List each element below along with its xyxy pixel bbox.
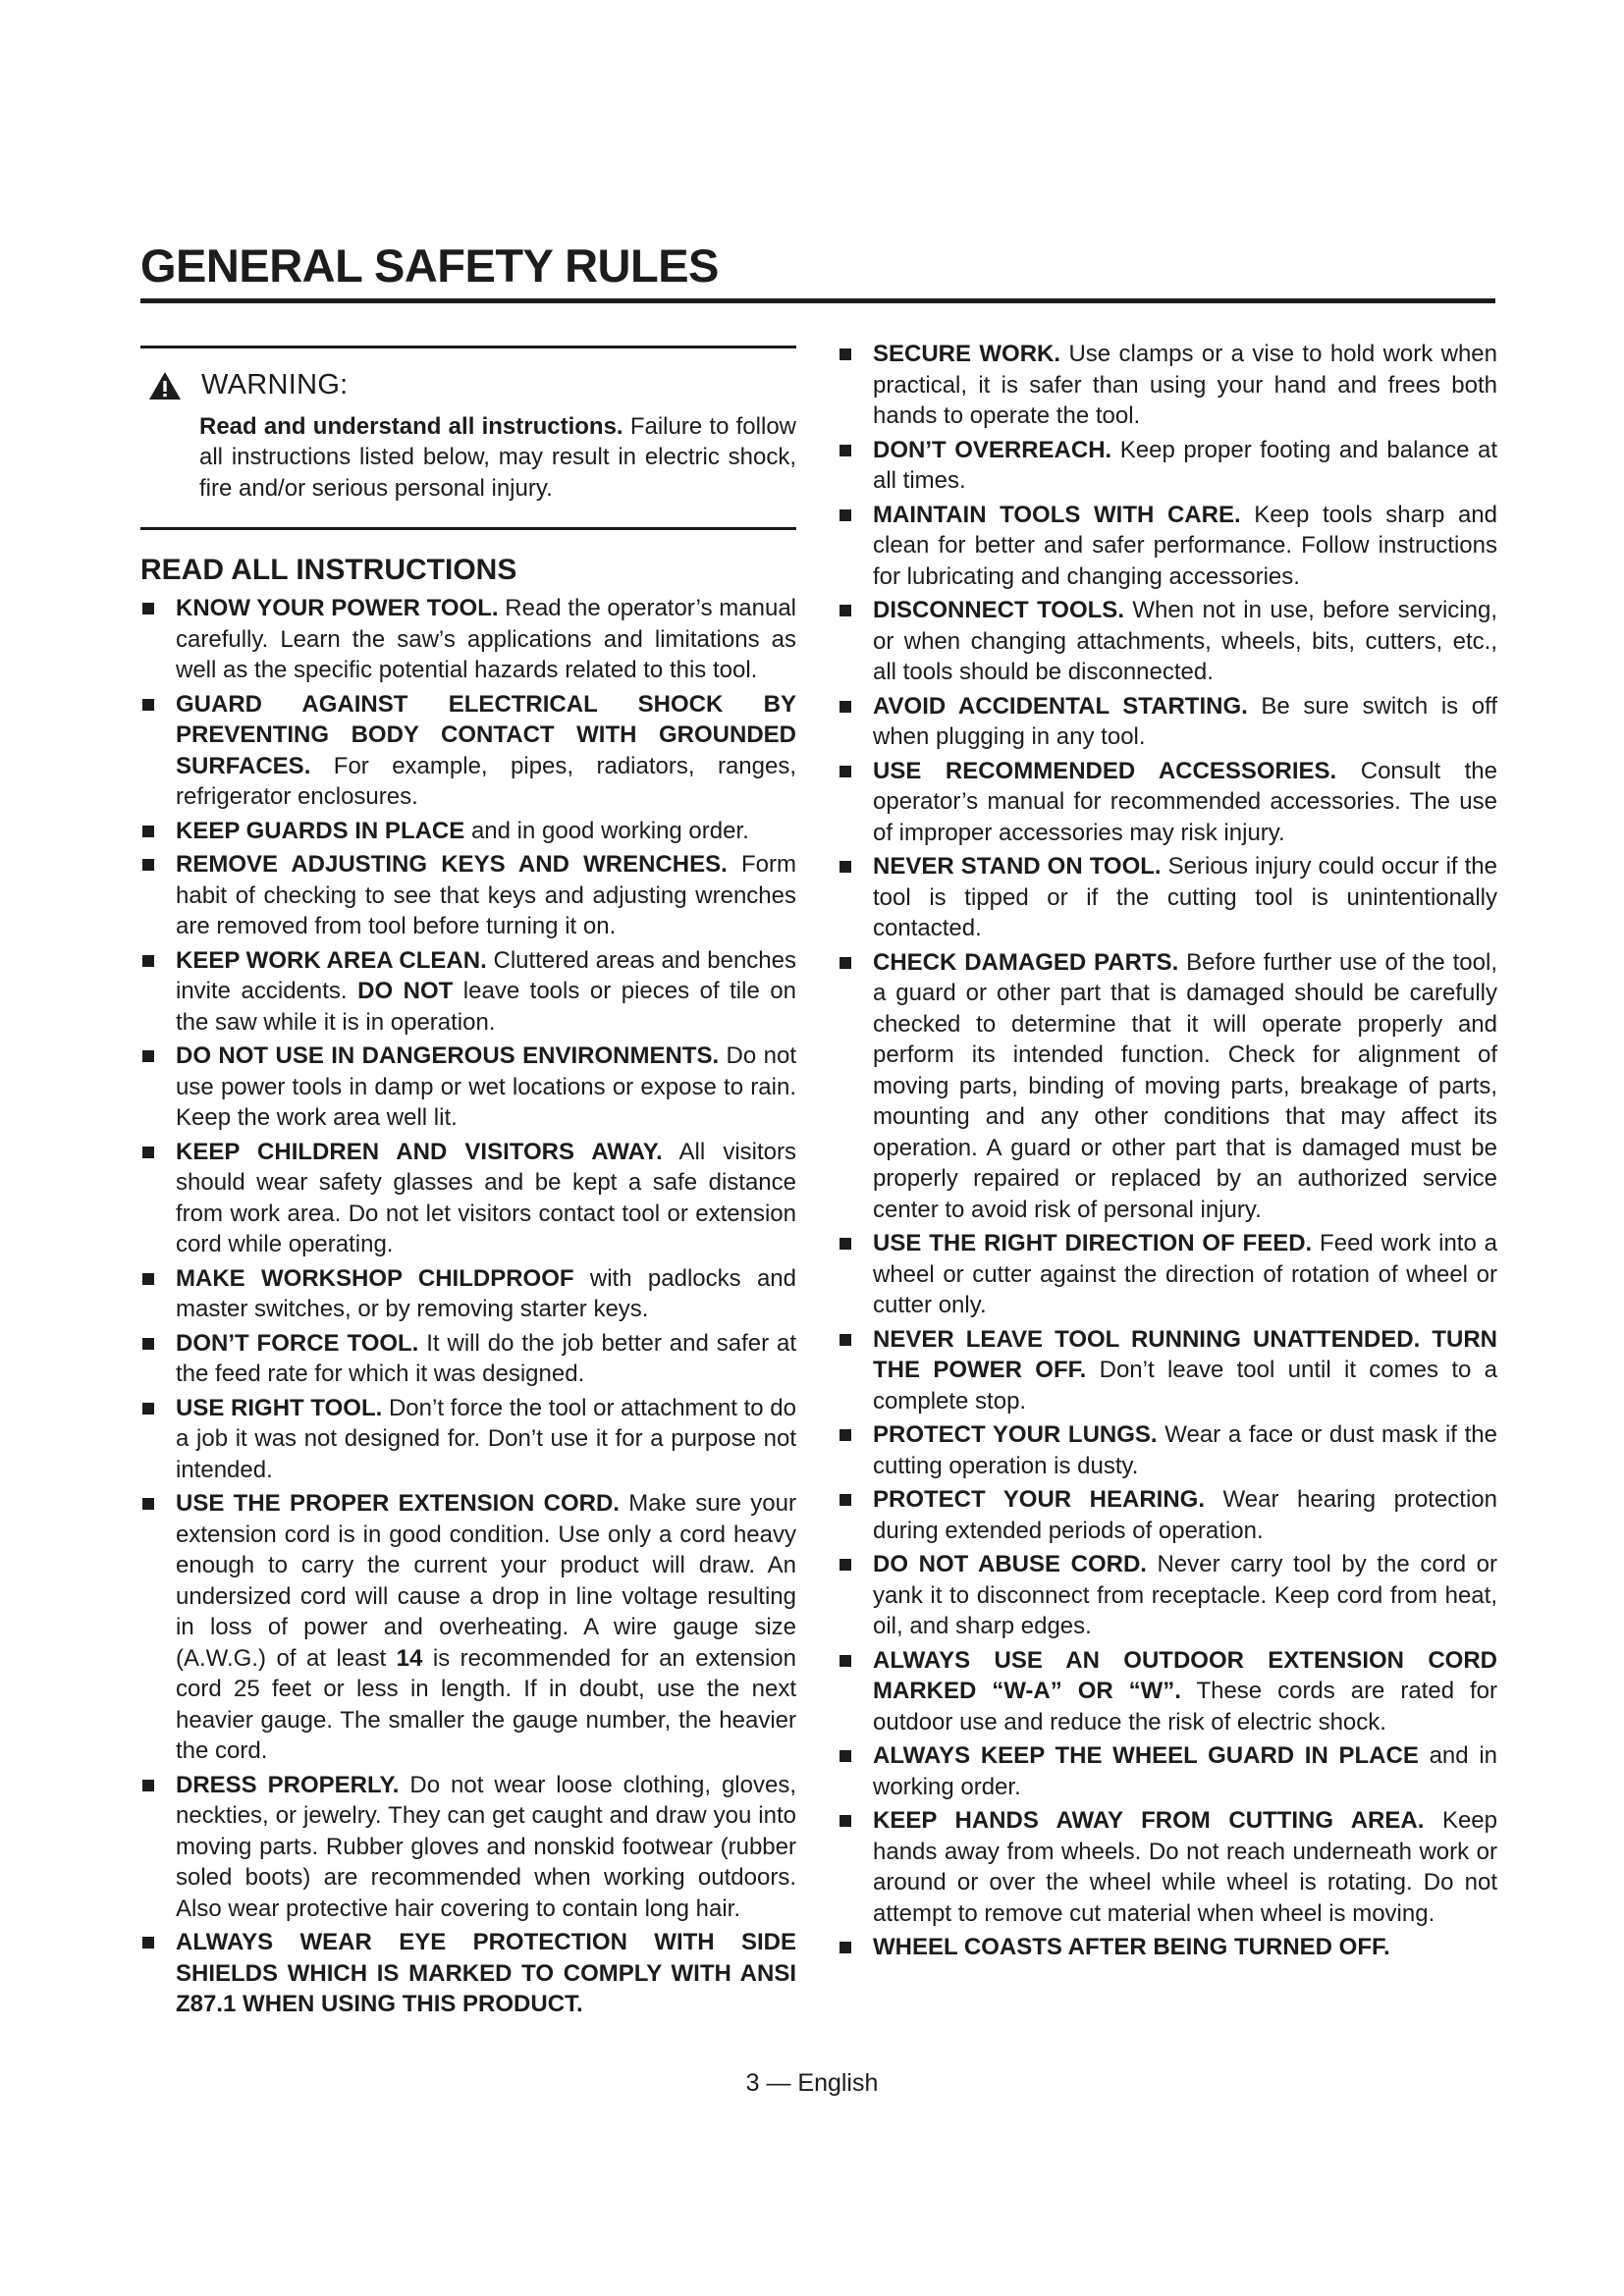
- rule-item: [140, 1041, 796, 1134]
- square-bullet-icon: [142, 1937, 154, 1949]
- square-bullet-icon: [142, 826, 154, 837]
- rule-item: [140, 1488, 796, 1767]
- rule-title: PROTECT YOUR HEARING.: [873, 1486, 1205, 1513]
- square-bullet-icon: [839, 1334, 851, 1346]
- rule-title: DO NOT ABUSE CORD.: [873, 1551, 1147, 1577]
- rule-item: [838, 1805, 1497, 1929]
- left-column: [140, 339, 796, 2023]
- rule-text: Keep hands away from wheels. Do not reach underneath work or around or over the wheel while wheel is rotating. Do not attempt to remove cut material when wheel is moving.: [873, 1807, 1497, 1927]
- rule-emphasis: DO NOT: [357, 978, 454, 1004]
- right-column: [838, 339, 1497, 1966]
- rule-title: DRESS PROPERLY.: [176, 1771, 400, 1798]
- rule-item: [838, 1228, 1497, 1321]
- square-bullet-icon: [839, 509, 851, 521]
- square-bullet-icon: [839, 1815, 851, 1827]
- rule-title: USE RIGHT TOOL.: [176, 1394, 383, 1421]
- square-bullet-icon: [839, 766, 851, 777]
- rule-text: When not in use, before servicing, or when changing attachments, wheels, bits, cutters, etc., all tools should be disconnected.: [873, 597, 1497, 685]
- rule-item: [838, 500, 1497, 593]
- square-bullet-icon: [839, 348, 851, 360]
- warning-body: [140, 411, 796, 505]
- rule-item: [838, 595, 1497, 688]
- rule-text: It will do the job better and safer at the feed rate for which it was designed.: [176, 1329, 797, 1387]
- square-bullet-icon: [839, 1494, 851, 1506]
- rule-title: DISCONNECT TOOLS.: [873, 597, 1124, 623]
- rule-text: Read the operator’s manual carefully. Learn the saw’s applications and limitations as well as the specific potential hazards related to this tool.: [176, 595, 797, 683]
- rule-title: KEEP GUARDS IN PLACE: [176, 817, 465, 844]
- square-bullet-icon: [839, 1559, 851, 1571]
- rule-item: [838, 1932, 1497, 1963]
- rule-text: Serious injury could occur if the tool is tipped or if the cutting tool is unintentionally contacted.: [873, 853, 1497, 941]
- warning-header: [148, 370, 796, 401]
- square-bullet-icon: [839, 445, 851, 456]
- rule-text: with padlocks and master switches, or by removing starter keys.: [176, 1264, 796, 1322]
- rule-text: Be sure switch is off when plugging in any tool.: [873, 692, 1497, 750]
- rule-text: is recommended for an extension cord 25 feet or less in length. If in doubt, use the next heavier gauge. The smaller the gauge number, the heavier the cord.: [176, 1644, 796, 1764]
- rule-title: WHEEL COASTS AFTER BEING TURNED OFF.: [873, 1934, 1390, 1960]
- rule-item: [140, 593, 796, 686]
- square-bullet-icon: [142, 1273, 154, 1285]
- rule-title: KEEP CHILDREN AND VISITORS AWAY.: [176, 1138, 663, 1165]
- rule-text: Cluttered areas and benches invite accidents.: [176, 946, 796, 1004]
- rule-item: [838, 435, 1497, 497]
- warning-box: [140, 346, 796, 530]
- rule-title: ALWAYS WEAR EYE PROTECTION WITH SIDE SHIELDS WHICH IS MARKED TO COMPLY WITH ANSI Z87.1 WHEN USING THIS PRODUCT.: [176, 1929, 796, 2017]
- rule-title: DON’T FORCE TOOL.: [176, 1329, 419, 1357]
- square-bullet-icon: [839, 861, 851, 873]
- rule-item: [838, 851, 1497, 944]
- square-bullet-icon: [839, 957, 851, 969]
- rule-text: Keep proper footing and balance at all times.: [873, 436, 1497, 494]
- rule-title: KEEP WORK AREA CLEAN.: [176, 946, 487, 974]
- rule-item: [140, 849, 796, 942]
- rule-text: Wear a face or dust mask if the cutting operation is dusty.: [873, 1421, 1497, 1479]
- rule-text: Wear hearing protection during extended periods of operation.: [873, 1486, 1497, 1544]
- square-bullet-icon: [142, 1403, 154, 1415]
- square-bullet-icon: [839, 1655, 851, 1667]
- rule-text: Consult the operator’s manual for recommended accessories. The use of improper accessories may risk injury.: [873, 757, 1498, 846]
- rule-item: [140, 816, 796, 847]
- right-rule-list: [838, 339, 1497, 1963]
- square-bullet-icon: [142, 1147, 154, 1158]
- square-bullet-icon: [142, 699, 154, 711]
- warning-label: WARNING:: [201, 369, 349, 400]
- rule-title: CHECK DAMAGED PARTS.: [873, 948, 1179, 976]
- rule-item: [838, 1549, 1497, 1642]
- rule-text: Do not use power tools in damp or wet locations or expose to rain. Keep the work area well lit.: [176, 1042, 796, 1131]
- rule-text: Keep tools sharp and clean for better and safer performance. Follow instructions for lubricating and changing accessories.: [873, 501, 1497, 590]
- rule-title: MAINTAIN TOOLS WITH CARE.: [873, 501, 1241, 528]
- rule-title: PROTECT YOUR LUNGS.: [873, 1421, 1158, 1448]
- rule-item: [140, 1137, 796, 1260]
- square-bullet-icon: [142, 603, 154, 614]
- rule-text: and in good working order.: [464, 817, 749, 844]
- warning-triangle-icon: [148, 371, 182, 400]
- rule-item: [140, 1393, 796, 1486]
- square-bullet-icon: [142, 1498, 154, 1510]
- rule-text: and in working order.: [873, 1742, 1497, 1800]
- title-rule: [140, 298, 1495, 303]
- rule-item: [140, 689, 796, 813]
- rule-item: [838, 947, 1497, 1226]
- rule-title: MAKE WORKSHOP CHILDPROOF: [176, 1264, 574, 1292]
- warning-lead: Read and understand all instructions.: [199, 412, 623, 440]
- rule-title: KEEP HANDS AWAY FROM CUTTING AREA.: [873, 1807, 1425, 1834]
- rule-text: Feed work into a wheel or cutter against the direction of rotation of wheel or cutter only.: [873, 1230, 1497, 1318]
- rule-text: Use clamps or a vise to hold work when practical, it is safer than using your hand and frees both hands to operate the tool.: [873, 341, 1498, 429]
- rule-item: [838, 691, 1497, 753]
- rule-text: Make sure your extension cord is in good condition. Use only a cord heavy enough to carry the current your product will draw. An undersized cord will cause a drop in line voltage resulting in loss of power and overheating. A wire gauge size (A.W.G.) of at least: [176, 1490, 796, 1672]
- square-bullet-icon: [839, 1750, 851, 1762]
- rule-title: USE THE PROPER EXTENSION CORD.: [176, 1490, 620, 1517]
- rule-text: Don’t leave tool until it comes to a complete stop.: [873, 1357, 1497, 1415]
- warning-text: Failure to follow all instructions listed below, may result in electric shock, fire and/or serious personal injury.: [199, 412, 796, 502]
- rule-text: leave tools or pieces of tile on the saw while it is in operation.: [176, 978, 797, 1036]
- rule-item: [838, 1419, 1497, 1481]
- rule-item: [838, 756, 1497, 849]
- rule-title: DON’T OVERREACH.: [873, 436, 1112, 463]
- rule-title: USE RECOMMENDED ACCESSORIES.: [873, 757, 1337, 784]
- square-bullet-icon: [142, 859, 154, 871]
- rule-item: [140, 1927, 796, 2020]
- square-bullet-icon: [839, 1942, 851, 1953]
- rule-title: GUARD AGAINST ELECTRICAL SHOCK BY PREVENTING BODY CONTACT WITH GROUNDED SURFACES.: [176, 690, 796, 779]
- rule-text: Don’t force the tool or attachment to do a job it was not designed for. Don’t use it for a purpose not intended.: [176, 1394, 797, 1483]
- rule-title: SECURE WORK.: [873, 341, 1061, 367]
- rule-text: Form habit of checking to see that keys and adjusting wrenches are removed from tool before turning it on.: [176, 851, 797, 939]
- square-bullet-icon: [142, 1338, 154, 1350]
- rule-text: All visitors should wear safety glasses and be kept a safe distance from work area. Do not let visitors contact tool or extension cord while operating.: [176, 1138, 796, 1257]
- square-bullet-icon: [142, 955, 154, 967]
- square-bullet-icon: [142, 1780, 154, 1791]
- rule-title: USE THE RIGHT DIRECTION OF FEED.: [873, 1230, 1313, 1256]
- square-bullet-icon: [142, 1050, 154, 1062]
- rule-item: [838, 1740, 1497, 1802]
- rule-item: [140, 1770, 796, 1925]
- square-bullet-icon: [839, 1238, 851, 1250]
- rule-title: ALWAYS KEEP THE WHEEL GUARD IN PLACE: [873, 1742, 1419, 1769]
- page-title: GENERAL SAFETY RULES: [140, 240, 719, 292]
- rule-item: [140, 1263, 796, 1325]
- rule-item: [838, 1324, 1497, 1417]
- section-heading: READ ALL INSTRUCTIONS: [140, 554, 517, 586]
- rule-item: [140, 945, 796, 1039]
- square-bullet-icon: [839, 605, 851, 616]
- rule-title: AVOID ACCIDENTAL STARTING.: [873, 692, 1248, 720]
- rule-item: [838, 1484, 1497, 1546]
- rule-item: [838, 339, 1497, 432]
- rule-title: KNOW YOUR POWER TOOL.: [176, 595, 499, 621]
- rule-item: [140, 1328, 796, 1390]
- rule-text: Before further use of the tool, a guard or other part that is damaged should be carefully checked to determine that it will operate properly and perform its intended function. Check for alignment of moving parts, binding of moving parts, breakage of parts, mounting and any other conditions that may affect its operation. A guard or other part that is damaged must be properly repaired or replaced by an authorized service center to avoid risk of personal injury.: [873, 948, 1497, 1223]
- rule-text: These cords are rated for outdoor use and reduce the risk of electric shock.: [873, 1678, 1497, 1735]
- rule-title: ALWAYS USE AN OUTDOOR EXTENSION CORD MARKED “W-A” OR “W”.: [873, 1646, 1497, 1704]
- rule-item: [838, 1645, 1497, 1738]
- square-bullet-icon: [839, 701, 851, 713]
- rule-title: NEVER LEAVE TOOL RUNNING UNATTENDED. TURN THE POWER OFF.: [873, 1325, 1497, 1383]
- rule-title: REMOVE ADJUSTING KEYS AND WRENCHES.: [176, 851, 728, 878]
- rule-text: Never carry tool by the cord or yank it to disconnect from receptacle. Keep cord from heat, oil, and sharp edges.: [873, 1551, 1497, 1639]
- rule-text: Do not wear loose clothing, gloves, neckties, or jewelry. They can get caught and draw you into moving parts. Rubber gloves and nonskid footwear (rubber soled boots) are recommended when working outdoors. Also wear protective hair covering to contain long hair.: [176, 1771, 796, 1922]
- rule-title: DO NOT USE IN DANGEROUS ENVIRONMENTS.: [176, 1042, 720, 1069]
- page-footer: 3 — English: [745, 2069, 879, 2097]
- left-rule-list: [140, 593, 796, 2020]
- rule-emphasis: 14: [396, 1644, 423, 1672]
- rule-title: NEVER STAND ON TOOL.: [873, 853, 1162, 880]
- square-bullet-icon: [839, 1429, 851, 1441]
- rule-text: For example, pipes, radiators, ranges, refrigerator enclosures.: [176, 752, 796, 810]
